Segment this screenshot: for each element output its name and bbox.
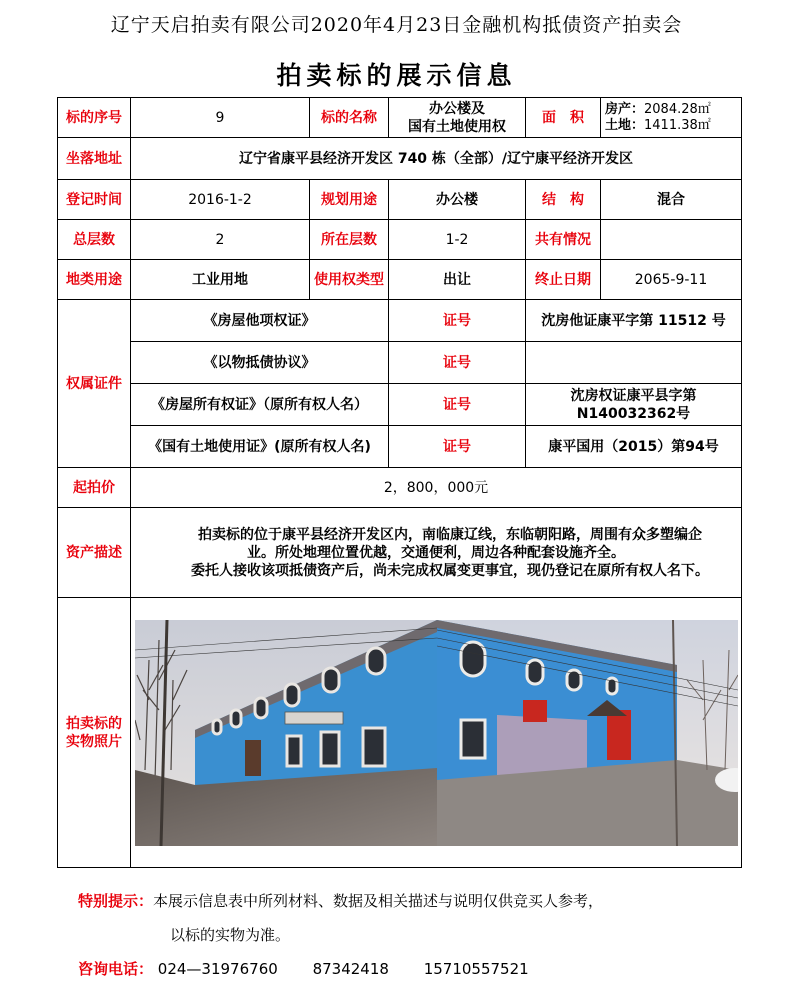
lot-info-table	[57, 97, 742, 868]
seq-value: 9	[131, 98, 310, 138]
right-type-value: 出让	[389, 260, 526, 300]
shared-label: 共有情况	[526, 220, 601, 260]
reg-time-value: 2016-1-2	[131, 180, 310, 220]
reg-time-label: 登记时间	[58, 180, 131, 220]
plan-use-label: 规划用途	[310, 180, 389, 220]
certificate-no-label: 证号	[389, 426, 526, 468]
name-label: 标的名称	[310, 98, 389, 138]
land-use-value: 工业用地	[131, 260, 310, 300]
land-use-label: 地类用途	[58, 260, 131, 300]
shared-value	[601, 220, 742, 260]
certificate-no-value: 沈房权证康平县字第 N140032362号	[526, 384, 742, 426]
photos-label-line1: 拍卖标的	[66, 715, 122, 732]
area-house-label: 房产：	[605, 101, 645, 117]
photos	[135, 620, 738, 846]
name-value-line1: 办公楼及	[429, 100, 485, 117]
address-label: 坐落地址	[58, 138, 131, 180]
contact-phones	[78, 958, 559, 980]
phone-number: 87342418	[312, 960, 389, 978]
photos-label	[58, 598, 131, 868]
structure-value: 混合	[601, 180, 742, 220]
certificate-name: 《房屋所有权证》（原所有权人名）	[131, 384, 389, 426]
asset-desc-line: 拍卖标的位于康平县经济开发区内，南临康辽线，东临朝阳路，周围有众多塑编企	[198, 526, 702, 543]
start-price-value: 2，800，000元	[131, 468, 742, 508]
asset-desc-line: 业。所处地理位置优越，交通便利，周边各种配套设施齐全。	[247, 544, 625, 561]
certificate-name: 《以物抵债协议》	[131, 342, 389, 384]
photos-label-line2: 实物照片	[66, 733, 122, 750]
certificate-name: 《国有土地使用证》(原所有权人名)	[131, 426, 389, 468]
certificate-name: 《房屋他项权证》	[131, 300, 389, 342]
address-value: 辽宁省康平县经济开发区 740 栋（全部）/辽宁康平经济开发区	[131, 138, 742, 180]
area-house	[601, 102, 741, 118]
area-land	[601, 118, 741, 134]
building-photo-left	[135, 620, 437, 846]
photos-cell	[131, 598, 742, 868]
certificate-no-value: 康平国用（2015）第94号	[526, 426, 742, 468]
asset-desc	[131, 508, 742, 598]
notice-line2: 以标的实物为准。	[170, 926, 291, 944]
located-floor-value: 1-2	[389, 220, 526, 260]
area-label: 面 积	[526, 98, 601, 138]
right-type-label: 使用权类型	[310, 260, 389, 300]
floors-label: 总层数	[58, 220, 131, 260]
asset-desc-label: 资产描述	[58, 508, 131, 598]
seq-label: 标的序号	[58, 98, 131, 138]
end-date-value: 2065-9-11	[601, 260, 742, 300]
certificate-no-label: 证号	[389, 384, 526, 426]
ownership-label: 权属证件	[58, 300, 131, 468]
structure-label: 结 构	[526, 180, 601, 220]
area-value	[601, 98, 742, 138]
building-photo-right	[437, 620, 738, 846]
certificate-no-value: 沈房他证康平字第 11512 号	[526, 300, 742, 342]
area-house-value: 2084.28㎡	[644, 101, 711, 117]
area-land-value: 1411.38㎡	[644, 117, 711, 133]
phone-number: 024—31976760	[157, 960, 278, 978]
name-value	[389, 98, 526, 138]
special-notice	[78, 890, 603, 912]
certificate-no-value	[526, 342, 742, 384]
certificate-no-label: 证号	[389, 342, 526, 384]
area-land-label: 土地：	[605, 117, 645, 133]
notice-line1: 本展示信息表中所列材料、数据及相关描述与说明仅供竞买人参考，	[153, 892, 604, 910]
name-value-line2: 国有土地使用权	[408, 118, 506, 135]
company-title: 辽宁天启拍卖有限公司2020年4月23日金融机构抵债资产拍卖会	[110, 14, 683, 36]
located-floor-label: 所在层数	[310, 220, 389, 260]
plan-use-value: 办公楼	[389, 180, 526, 220]
floors-value: 2	[131, 220, 310, 260]
asset-desc-line: 委托人接收该项抵债资产后，尚未完成权属变更事宜，现仍登记在原所有权人名下。	[191, 562, 709, 579]
phone-number: 15710557521	[423, 960, 529, 978]
page-title: 拍卖标的展示信息	[276, 61, 517, 90]
notice-label: 特别提示：	[78, 892, 154, 910]
start-price-label: 起拍价	[58, 468, 131, 508]
end-date-label: 终止日期	[526, 260, 601, 300]
contact-label: 咨询电话：	[78, 960, 154, 978]
certificate-no-label: 证号	[389, 300, 526, 342]
